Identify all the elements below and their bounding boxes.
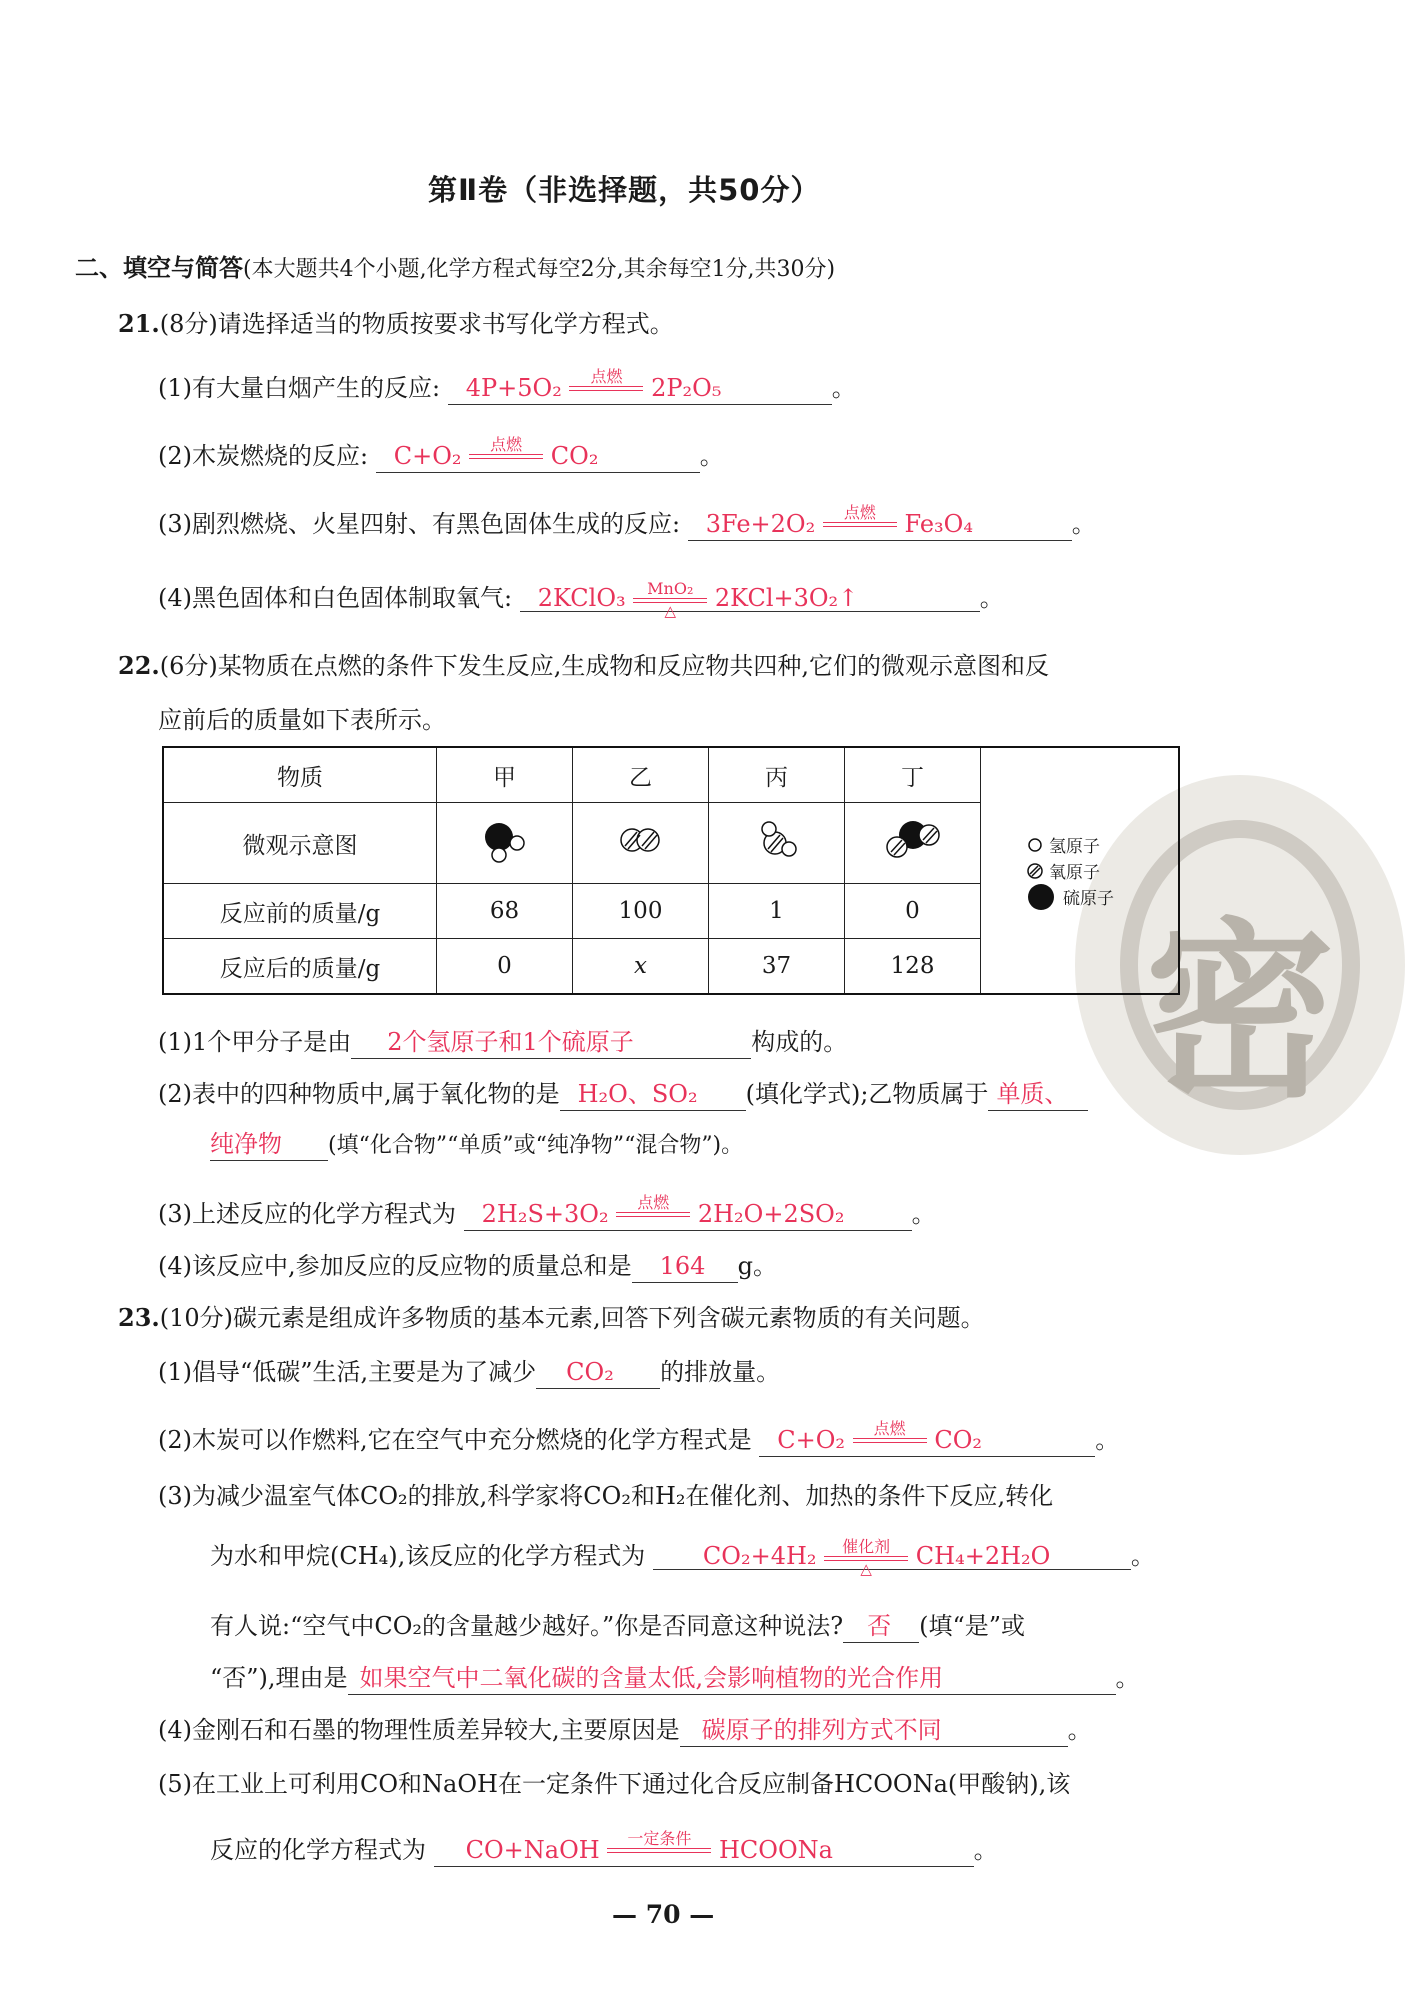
q23-part-3-line1: (3)为减少温室气体CO₂的排放,科学家将CO₂和H₂在催化剂、加热的条件下反应,转化 xyxy=(158,1482,1054,1510)
q23-part-3-line2: 为水和甲烷(CH₄),该反应的化学方程式为 CO₂+4H₂ 催化剂 △ CH₄+2H₂O 。 xyxy=(210,1537,1155,1578)
after-value: x xyxy=(573,939,709,995)
so2-molecule-icon xyxy=(881,815,945,865)
q22-part-2-cont: 纯净物 (填“化合物”“单质”或“纯净物”“混合物”)。 xyxy=(210,1128,743,1161)
q22-1-answer: 2个氢原子和1个硫原子 xyxy=(351,1027,751,1059)
substance-table xyxy=(162,746,1180,995)
q23-part-1: (1)倡导“低碳”生活,主要是为了减少 CO₂ 的排放量。 xyxy=(158,1352,780,1389)
table-header-row xyxy=(163,747,1179,803)
q23-2-answer: C+O₂ 点燃 CO₂ xyxy=(759,1425,1095,1457)
before-value: 68 xyxy=(437,884,573,939)
q21-item-4: (4)黑色固体和白色固体制取氧气: 2KClO₃ MnO₂ △ 2KCl+3O₂↑ 。 xyxy=(158,579,1004,620)
q22-3-answer: 2H₂S+3O₂ 点燃 2H₂O+2SO₂ xyxy=(464,1199,912,1231)
after-value: 0 xyxy=(437,939,573,995)
legend-hydrogen: 氢原子 xyxy=(1027,832,1177,858)
q23-part-3-line3: 有人说:“空气中CO₂的含量越少越好。”你是否同意这种说法? 否 (填“是”或 xyxy=(210,1606,1025,1643)
table-legend xyxy=(981,747,1179,994)
q23-3-answer: CO₂+4H₂ 催化剂 △ CH₄+2H₂O xyxy=(653,1538,1131,1570)
micro-label: 微观示意图 xyxy=(163,803,437,884)
table-header: 甲 xyxy=(437,747,573,803)
q23-part-5-line1: (5)在工业上可利用CO和NaOH在一定条件下通过化合反应制备HCOONa(甲酸钠),该 xyxy=(158,1770,1071,1798)
molecule-jia xyxy=(437,803,573,884)
q23-part-2: (2)木炭可以作燃料,它在空气中充分燃烧的化学方程式是 C+O₂ 点燃 CO₂ 。 xyxy=(158,1420,1119,1457)
q23-3-answer-opinion: 否 xyxy=(843,1611,919,1643)
section-label: 二、填空与简答 xyxy=(75,253,243,282)
page-title: 第Ⅱ卷（非选择题，共50分） xyxy=(428,173,821,207)
q22-2-answer-class-b: 纯净物 xyxy=(210,1129,328,1161)
section-header xyxy=(75,248,835,283)
q22-part-4: (4)该反应中,参加反应的反应物的质量总和是 164 g。 xyxy=(158,1246,777,1283)
q21-stem xyxy=(118,304,674,339)
q21-item-1: (1)有大量白烟产生的反应: 4P+5O₂ 点燃 2P₂O₅ 。 xyxy=(158,368,856,405)
q22-stem-line1: 22.(6分)某物质在点燃的条件下发生反应,生成物和反应物共四种,它们的微观示意图和反 xyxy=(118,651,1050,680)
before-value: 1 xyxy=(709,884,845,939)
oxygen-atom-icon xyxy=(1027,863,1043,879)
molecule-yi xyxy=(573,803,709,884)
after-label: 反应后的质量/g xyxy=(163,939,437,995)
before-value: 100 xyxy=(573,884,709,939)
q23-stem: 23.(10分)碳元素是组成许多物质的基本元素,回答下列含碳元素物质的有关问题。 xyxy=(118,1303,985,1332)
q23-number: 23. xyxy=(118,1303,160,1332)
q21-item-2: (2)木炭燃烧的反应: C+O₂ 点燃 CO₂ 。 xyxy=(158,436,724,473)
q23-5-answer: CO+NaOH 一定条件 HCOONa xyxy=(434,1835,974,1867)
q21-4-prefix: (4)黑色固体和白色固体制取氧气: xyxy=(158,584,513,612)
h2s-molecule-icon xyxy=(475,815,535,865)
after-value: 37 xyxy=(709,939,845,995)
q23-part-3-line4: “否”),理由是 如果空气中二氧化碳的含量太低,会影响植物的光合作用 。 xyxy=(210,1658,1140,1695)
before-label: 反应前的质量/g xyxy=(163,884,437,939)
table-header: 乙 xyxy=(573,747,709,803)
q21-number: 21. xyxy=(118,309,160,338)
o2-molecule-icon xyxy=(611,820,671,860)
q21-4-answer: 2KClO₃ MnO₂ △ 2KCl+3O₂↑ xyxy=(520,580,980,612)
table-header: 丙 xyxy=(709,747,845,803)
molecule-ding xyxy=(845,803,981,884)
legend-oxygen: 氧原子 xyxy=(1027,858,1177,884)
page-number: — 70 — xyxy=(612,1900,715,1929)
q22-2-answer-class-a: 单质、 xyxy=(988,1079,1088,1111)
q22-stem-line2: 应前后的质量如下表所示。 xyxy=(158,706,446,734)
q21-2-answer: C+O₂ 点燃 CO₂ xyxy=(376,441,700,473)
q21-2-prefix: (2)木炭燃烧的反应: xyxy=(158,442,369,470)
q21-item-3: (3)剧烈燃烧、火星四射、有黑色固体生成的反应: 3Fe+2O₂ 点燃 Fe₃O₄ 。 xyxy=(158,504,1096,541)
q23-part-5-line2: 反应的化学方程式为 CO+NaOH 一定条件 HCOONa 。 xyxy=(210,1830,998,1867)
before-value: 0 xyxy=(845,884,981,939)
hydrogen-atom-icon xyxy=(1027,837,1043,853)
stamp-char: 密 xyxy=(1145,902,1336,1123)
section-note: (本大题共4个小题,化学方程式每空2分,其余每空1分,共30分) xyxy=(243,257,836,282)
q22-part-3: (3)上述反应的化学方程式为 2H₂S+3O₂ 点燃 2H₂O+2SO₂ 。 xyxy=(158,1194,936,1231)
q23-3-answer-reason: 如果空气中二氧化碳的含量太低,会影响植物的光合作用 xyxy=(348,1663,1116,1695)
q22-number: 22. xyxy=(118,651,160,680)
q22-4-answer: 164 xyxy=(632,1251,738,1283)
sulfur-atom-icon xyxy=(1027,883,1057,911)
after-value: 128 xyxy=(845,939,981,995)
q21-text: (8分)请选择适当的物质按要求书写化学方程式。 xyxy=(159,310,674,338)
q22-part-2: (2)表中的四种物质中,属于氧化物的是 H₂O、SO₂ (填化学式);乙物质属于 单质、 xyxy=(158,1074,1088,1111)
molecule-bing xyxy=(709,803,845,884)
q21-1-answer: 4P+5O₂ 点燃 2P₂O₅ xyxy=(448,373,832,405)
q21-1-prefix: (1)有大量白烟产生的反应: xyxy=(158,374,441,402)
q23-part-4: (4)金刚石和石墨的物理性质差异较大,主要原因是 碳原子的排列方式不同 。 xyxy=(158,1710,1092,1747)
table-header: 丁 xyxy=(845,747,981,803)
q22-2-answer-oxide: H₂O、SO₂ xyxy=(560,1079,746,1111)
table-header: 物质 xyxy=(163,747,437,803)
q23-1-answer: CO₂ xyxy=(536,1357,660,1389)
q21-3-prefix: (3)剧烈燃烧、火星四射、有黑色固体生成的反应: xyxy=(158,510,681,538)
h2o-molecule-icon xyxy=(747,815,807,865)
q23-4-answer: 碳原子的排列方式不同 xyxy=(680,1715,1068,1747)
legend-sulfur: 硫原子 xyxy=(1027,884,1177,910)
q21-3-answer: 3Fe+2O₂ 点燃 Fe₃O₄ xyxy=(688,509,1072,541)
q22-part-1: (1)1个甲分子是由 2个氢原子和1个硫原子 构成的。 xyxy=(158,1022,847,1059)
